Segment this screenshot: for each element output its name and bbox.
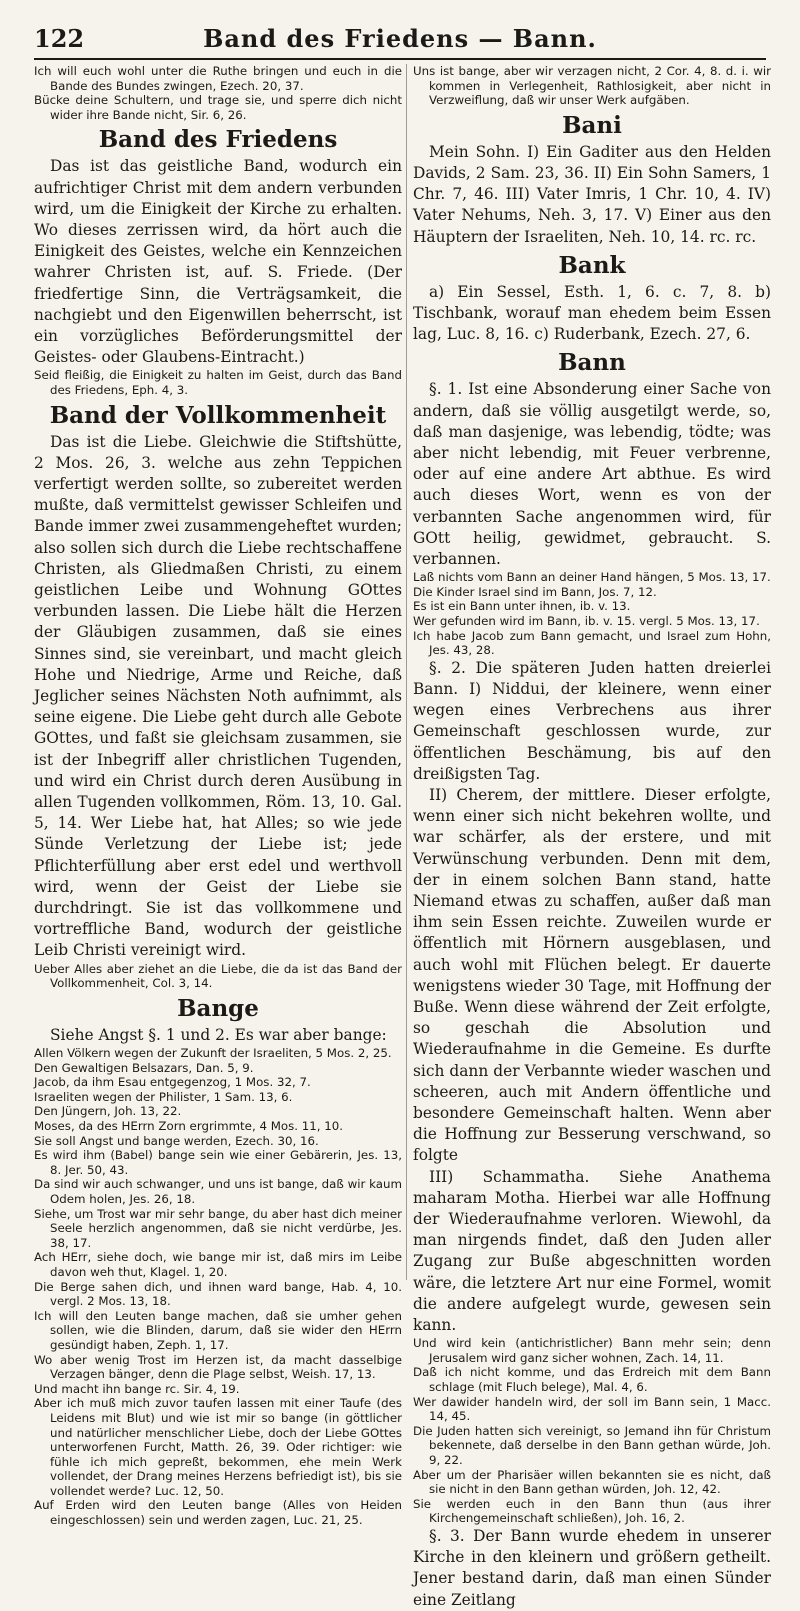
entry-paragraph: Das ist die Liebe. Gleichwie die Stiftshütte, 2 Mos. 26, 3. welche aus zehn Teppichen verfertigt werden sollte, so zubereitet werden mußte, daß vermittelst gewisser Schleifen und Bande immer zwei zusammengeheftet wurden; also sollen sich durch die Liebe rechtschaffene Christen, als Gliedmaßen Christi, zu einem geistlichen Leibe und Wohnung GOttes verbunden lassen. Die Liebe hält die Herzen der Gläubigen zusammen, daß sie eines Sinnes sind, sie vereinbart, und macht gleich Hohe und Niedrige, Arme und Reiche, daß Jeglicher seines Nächsten Noth aufnimmt, als seine eigene. Die Liebe geht durch alle Gebote GOttes, und faßt sie gleichsam zusammen, sie ist der Inbegriff aller christlichen Tugenden, und wird ein Christ durch deren Ausübung in allen Tugenden vollkommen, Röm. 13, 10. Gal. 5, 14. Wer Liebe hat, hat Alles; so wie jede Sünde Verletzung der Liebe ist; jede Pflichterfüllung aber erst edel und werthvoll wird, wenn der Geist der Liebe sie durchdringt. Sie ist das vollkommene und vortreffliche Band, wodurch der geistliche Leib Christi vereinigt wird. [34, 432, 402, 960]
citation: Aber ich muß mich zuvor taufen lassen mit einer Taufe (des Leidens mit Blut) und wie ist mir so bange (in göttlicher und natürlicher menschlicher Liebe, doch der Liebe GOttes unterworfenen Furcht, Matth. 26, 39. Oder richtiger: wie fühle ich mich gepreßt, bekommen, ehe mein Werk vollendet, der Drang meines Herzens befriedigt ist), bis sie vollendet werde? Luc. 12, 50. [34, 1396, 402, 1498]
citation: Sie soll Angst und bange werden, Ezech. 30, 16. [34, 1133, 319, 1148]
entry-heading-band-der-vollkommenheit: Band der Vollkommenheit [49, 401, 387, 429]
running-header [34, 22, 766, 54]
citation: Es wird ihm (Babel) bange sein wie einer Gebärerin, Jes. 13, 8. Jer. 50, 43. [34, 1148, 402, 1177]
citation: Sie werden euch in den Bann thun (aus ihrer Kirchengemeinschaft schließen), Joh. 16, 2. [413, 1496, 771, 1526]
header-rule [34, 58, 766, 60]
citation: Israeliten wegen der Philister, 1 Sam. 13, 6. [34, 1089, 293, 1104]
citation: Die Kinder Israel sind im Bann, Jos. 7, 12. [413, 584, 657, 599]
citation: Wer gefunden wird im Bann, ib. v. 15. vergl. 5 Mos. 13, 17. [413, 614, 760, 629]
citation: Wer dawider handeln wird, der soll im Bann sein, 1 Macc. 14, 45. [413, 1394, 771, 1424]
citation: Daß ich nicht komme, und das Erdreich mit dem Bann schlage (mit Fluch belege), Mal. 4, 6. [413, 1365, 771, 1395]
citation: Siehe, um Trost war mir sehr bange, du aber hast dich meiner Seele herzlich angenommen, daß sie nicht verdürbe, Jes. 38, 17. [34, 1206, 402, 1250]
citation: Und macht ihn bange rc. Sir. 4, 19. [34, 1381, 240, 1396]
citation: Bücke deine Schultern, und trage sie, und sperre dich nicht wider ihre Bande nicht, Sir. 6, 26. [34, 93, 402, 122]
column-divider [406, 64, 407, 1280]
entry-heading-bann: Bann [558, 349, 626, 377]
citation: Den Gewaltigen Belsazars, Dan. 5, 9. [34, 1060, 254, 1075]
entry-paragraph: §. 3. Der Bann wurde ehedem in unserer Kirche in den kleinern und größern getheilt. Jener bestand darin, daß man einen Sünder eine Zeitlang [413, 1527, 771, 1609]
citation: Allen Völkern wegen der Zukunft der Israeliten, 5 Mos. 2, 25. [34, 1046, 392, 1061]
entry-heading-bani: Bani [562, 111, 622, 139]
citation: Die Juden hatten sich vereinigt, so Jemand ihn für Christum bekennete, daß derselbe in den Bann gethan würde, Joh. 9, 22. [413, 1423, 771, 1468]
citation: Jacob, da ihm Esau entgegenzog, 1 Mos. 32, 7. [34, 1075, 311, 1090]
entry-paragraph: III) Schammatha. Siehe Anathema maharam Motha. Hierbei war alle Hoffnung der Wiederaufnahme verloren. Wiewohl, da man nirgends findet, daß den Juden aller Zugang zur Buße abgeschnitten worden wäre, die letztere Art nur eine Formel, womit die andere aufgelegt wurde, gewesen sein kann. [413, 1167, 771, 1335]
citation: Die Berge sahen dich, und ihnen ward bange, Hab. 4, 10. vergl. 2 Mos. 13, 18. [34, 1279, 402, 1309]
entry-heading-band-des-friedens: Band des Friedens [98, 126, 338, 154]
citation: Aber um der Pharisäer willen bekannten sie es nicht, daß sie nicht in den Bann gethan würden, Joh. 12, 42. [413, 1467, 771, 1497]
citation: Ueber Alles aber ziehet an die Liebe, die da ist das Band der Vollkommenheit, Col. 3, 14. [34, 961, 402, 991]
entry-paragraph: §. 2. Die späteren Juden hatten dreierlei Bann. I) Niddui, der kleinere, wenn einer wegen eines Verbrechens aus ihrer Gemeinschaft geschlossen wurde, zur öffentlichen Beschämung, bis auf den dreißigsten Tag. [413, 658, 771, 783]
entry-paragraph: Das ist das geistliche Band, wodurch ein aufrichtiger Christ mit dem andern verbunden wird, um die Einigkeit der Kirche zu erhalten. Wo dieses zerrissen wird, da hört auch die Einigkeit des Geistes, welche ein Kennzeichen wahrer Christen ist, auf. S. Friede. (Der friedfertige Sinn, die Verträgsamkeit, die nachgiebt und den Eigenwillen beherrscht, ist ein vorzügliches Beförderungsmittel der Geistes- oder Glaubens-Eintracht.) [34, 157, 402, 367]
entry-paragraph: §. 1. Ist eine Absonderung einer Sache von andern, daß sie völlig ausgetilgt werde, so, daß man dasjenige, was lebendig, tödte; was aber nicht lebendig, mit Feuer verbrenne, oder auf eine andere Art abthue. Es wird auch dieses Wort, wenn es von der verbannten Sache angenommen wird, für GOtt heilig, gewidmet, gebraucht. S. verbannen. [413, 380, 771, 569]
citation: Den Jüngern, Joh. 13, 22. [34, 1104, 182, 1119]
page-number: 122 [34, 24, 85, 53]
entry-heading-bank: Bank [558, 251, 626, 279]
entry-paragraph: Siehe Angst §. 1 und 2. Es war aber bange: [50, 1025, 387, 1044]
citation: Es ist ein Bann unter ihnen, ib. v. 13. [413, 599, 631, 614]
citation: Und wird kein (antichristlicher) Bann mehr sein; denn Jerusalem wird ganz sicher wohnen, Zach. 14, 11. [413, 1336, 771, 1365]
entry-paragraph: II) Cherem, der mittlere. Dieser erfolgte, wenn einer sich nicht bekehren wollte, und war schärfer, als der erstere, und mit Verwünschung verbunden. Denn mit dem, der in einem solchen Bann stand, hatte Niemand etwas zu schaffen, außer daß man ihm sein Essen reichte. Zuweilen wurde er öffentlich mit Hörnern ausgeblasen, und auch wohl mit Flüchen belegt. Er dauerte wenigstens wieder 30 Tage, mit Hoffnung der Buße. Wenn diese während der Zeit erfolgte, so geschah die Absolution und Wiederaufnahme in die Gemeine. Es durfte sich dann der Verbannte wieder waschen und scheeren, auch mit Andern öffentliche und besondere Gemeinschaft halten. Wenn aber die Hoffnung zur Besserung verschwand, so folgte [413, 786, 771, 1165]
citation: Moses, da des HErrn Zorn ergrimmte, 4 Mos. 11, 10. [34, 1119, 344, 1134]
citation: Uns ist bange, aber wir verzagen nicht, 2 Cor. 4, 8. d. i. wir kommen in Verlegenheit, Rathlosigkeit, aber nicht in Verzweiflung, daß wir unser Werk aufgäben. [413, 64, 771, 108]
citation: Auf Erden wird den Leuten bange (Alles von Heiden eingeschlossen) sein und werden zagen, Luc. 21, 25. [34, 1498, 402, 1528]
running-title: Band des Friedens — Bann. [203, 24, 597, 53]
citation: Laß nichts vom Bann an deiner Hand hängen, 5 Mos. 13, 17. [413, 570, 771, 585]
citation: Ach HErr, siehe doch, wie bange mir ist, daß mirs im Leibe davon weh thut, Klagel. 1, 20. [34, 1250, 402, 1279]
left-column [34, 64, 402, 1528]
citation: Wo aber wenig Trost im Herzen ist, da macht dasselbige Verzagen bänger, denn die Plage selbst, Weish. 17, 13. [34, 1352, 402, 1382]
entry-heading-bange: Bange [177, 994, 259, 1022]
right-column [413, 64, 771, 1609]
citation: Ich will den Leuten bange machen, daß sie umher gehen sollen, wie die Blinden, darum, daß sie wider den HErrn gesündigt haben, Zeph. 1, 17. [34, 1308, 402, 1352]
citation: Ich habe Jacob zum Bann gemacht, und Israel zum Hohn, Jes. 43, 28. [413, 628, 771, 658]
citation: Ich will euch wohl unter die Ruthe bringen und euch in die Bande des Bundes zwingen, Ezech. 20, 37. [34, 64, 402, 93]
entry-paragraph: a) Ein Sessel, Esth. 1, 6. c. 7, 8. b) Tischbank, worauf man ehedem beim Essen lag, Luc. 8, 16. c) Ruderbank, Ezech. 27, 6. [413, 282, 771, 344]
entry-paragraph: Mein Sohn. I) Ein Gaditer aus den Helden Davids, 2 Sam. 23, 36. II) Ein Sohn Samers, 1 Chr. 7, 46. III) Vater Imris, 1 Chr. 10, 4. IV) Vater Nehums, Neh. 3, 17. V) Einer aus den Häuptern der Israeliten, Neh. 10, 14. rc. rc. [413, 142, 771, 246]
citation: Da sind wir auch schwanger, und uns ist bange, daß wir kaum Odem holen, Jes. 26, 18. [34, 1177, 402, 1206]
citation: Seid fleißig, die Einigkeit zu halten im Geist, durch das Band des Friedens, Eph. 4, 3. [34, 368, 402, 397]
